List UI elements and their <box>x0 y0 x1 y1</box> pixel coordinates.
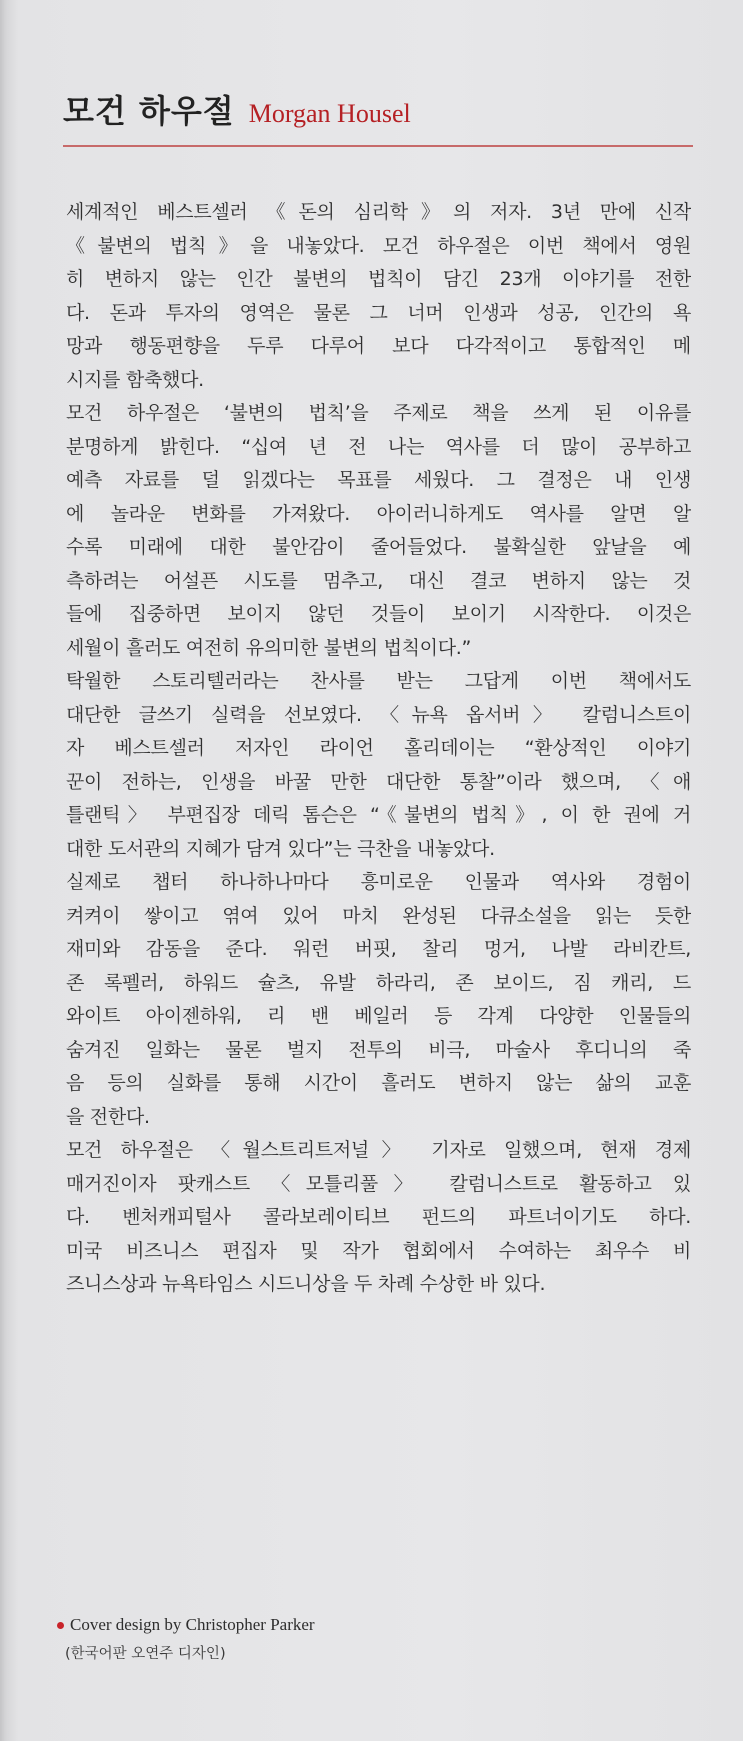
bio-line: 세월이 흘러도 여전히 유의미한 불변의 법칙이다.” <box>66 636 472 659</box>
korean-edition-design-credit: (한국어판 오연주 디자인) <box>65 1646 226 1662</box>
bio-line: 켜켜이 쌓이고 엮여 있어 마치 완성된 다큐소설을 읽는 듯한 <box>66 904 691 927</box>
bio-line: 에 놀라운 변화를 가져왔다. 아이러니하게도 역사를 알면 알 <box>66 502 691 525</box>
bio-line: 히 변하지 않는 인간 불변의 법칙이 담긴 23개 이야기를 전한 <box>66 268 691 290</box>
heading-divider <box>63 145 693 147</box>
cover-design-credit: Cover design by Christopher Parker <box>70 1615 315 1634</box>
author-name-english: Morgan Housel <box>248 99 411 128</box>
bio-line: 실제로 챕터 하나하나마다 흥미로운 인물과 역사와 경험이 <box>66 871 691 893</box>
bio-line: 대한 도서관의 지혜가 담겨 있다”는 극찬을 내놓았다. <box>66 837 495 860</box>
author-bio <box>66 196 691 1302</box>
bio-line: 음 등의 실화를 통해 시간이 흘러도 변하지 않는 삶의 교훈 <box>66 1072 691 1094</box>
bio-line: 《불변의 법칙》을 내놓았다. 모건 하우절은 이번 책에서 영원 <box>66 234 691 257</box>
bio-line: 측하려는 어설픈 시도를 멈추고, 대신 결코 변하지 않는 것 <box>66 569 691 592</box>
bio-line: 대단한 글쓰기 실력을 선보였다. 〈뉴욕 옵서버〉 칼럼니스트이 <box>66 703 691 726</box>
bio-line: 망과 행동편향을 두루 다루어 보다 다각적이고 통합적인 메 <box>66 335 691 357</box>
bio-line: 재미와 감동을 준다. 워런 버핏, 찰리 멍거, 나발 라비칸트, <box>66 938 691 960</box>
bio-line: 꾼이 전하는, 인생을 바꿀 만한 대단한 통찰”이라 했으며, 〈애 <box>66 770 691 793</box>
bio-line: 즈니스상과 뉴욕타임스 시드니상을 두 차례 수상한 바 있다. <box>66 1273 546 1295</box>
author-heading <box>63 86 411 132</box>
bullet-dot-icon <box>57 1622 64 1629</box>
cover-credit <box>57 1615 315 1635</box>
bio-line: 미국 비즈니스 편집자 및 작가 협회에서 수여하는 최우수 비 <box>66 1239 691 1262</box>
bio-line: 존 록펠러, 하워드 슐츠, 유발 하라리, 존 보이드, 짐 캐리, 드 <box>66 971 691 994</box>
bio-line: 탁월한 스토리텔러라는 찬사를 받는 그답게 이번 책에서도 <box>66 670 691 692</box>
bio-line: 시지를 함축했다. <box>66 368 204 391</box>
bio-line: 수록 미래에 대한 불안감이 줄어들었다. 불확실한 앞날을 예 <box>66 536 691 558</box>
bio-line: 세계적인 베스트셀러 《돈의 심리학》의 저자. 3년 만에 신작 <box>66 201 691 223</box>
bio-line: 와이트 아이젠하워, 리 밴 베일러 등 각계 다양한 인물들의 <box>66 1005 691 1027</box>
bio-line: 을 전한다. <box>66 1105 150 1128</box>
author-name-korean: 모건 하우절 <box>63 92 235 130</box>
bio-line: 숨겨진 일화는 물론 벌지 전투의 비극, 마술사 후디니의 죽 <box>66 1038 691 1061</box>
bio-line: 예측 자료를 덜 읽겠다는 목표를 세웠다. 그 결정은 내 인생 <box>66 469 691 491</box>
bio-line: 다. 벤처캐피털사 콜라보레이티브 펀드의 파트너이기도 하다. <box>66 1206 691 1228</box>
bio-line: 모건 하우절은 ‘불변의 법칙’을 주제로 책을 쓰게 된 이유를 <box>66 402 691 424</box>
bio-line: 분명하게 밝힌다. “십여 년 전 나는 역사를 더 많이 공부하고 <box>66 435 691 458</box>
bio-line: 틀랜틱〉 부편집장 데릭 톰슨은 “《불변의 법칙》, 이 한 권에 거 <box>66 804 691 826</box>
bio-line: 다. 돈과 투자의 영역은 물론 그 너머 인생과 성공, 인간의 욕 <box>66 301 691 324</box>
bio-line: 들에 집중하면 보이지 않던 것들이 보이기 시작한다. 이것은 <box>66 603 691 625</box>
bio-line: 매거진이자 팟캐스트 〈모틀리풀〉 칼럼니스트로 활동하고 있 <box>66 1172 691 1195</box>
bio-line: 모건 하우절은 〈월스트리트저널〉 기자로 일했으며, 현재 경제 <box>66 1139 691 1161</box>
bio-line: 자 베스트셀러 저자인 라이언 홀리데이는 “환상적인 이야기 <box>66 737 691 759</box>
